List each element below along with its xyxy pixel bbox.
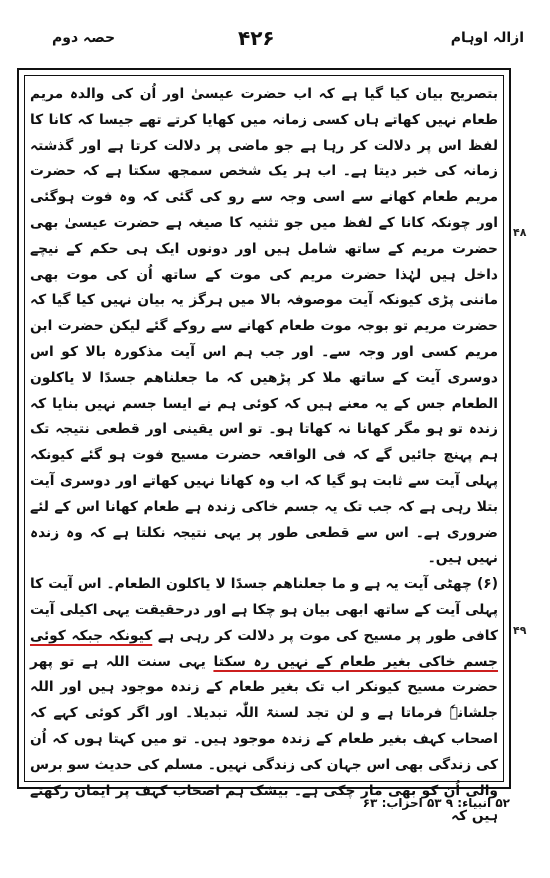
page-header: [0, 26, 550, 70]
margin-note: ۴۹: [513, 624, 527, 637]
margin-note: ۴۸: [513, 226, 527, 239]
paragraph-2: [30, 572, 498, 830]
paragraph-2-end: یہی سنت اللہ ہے تو پھر حضرت مسیح کیونکر اب تک بغیر طعام کے زندہ موجود ہیں اور اللہ جلشانہٗ فرماتا ہے و لن تجد لسنۃ اللّٰہ تبدیلا۔ اور اگر کوئی کہے کہ اصحاب کہف بغیر طعام کے زندہ موجود ہیں۔ تو میں کہتا ہوں کہ اُن کی زندگی بھی اس جہان کی زندگی نہیں۔ مسلم کی حدیث سو برس والی اُن کو بھی مار چکی ہے۔ بیشک ہم اصحاب کہف پر ایمان رکھتے ہیں کہ: [30, 653, 498, 825]
footnote: ۵۲ انبیاء: ۹ ۵۳ احزاب: ۶۳: [362, 796, 510, 810]
book-title: ازالہ اوہام: [450, 30, 524, 46]
page-number: ۴۲۶: [238, 26, 275, 50]
paragraph-2-start: چھٹی آیت یہ ہے و ما جعلناھم جسدًا لا یاکلون الطعام۔ اس آیت کا پہلی آیت کے ساتھ ابھی بیان ہو چکا ہے اور درحقیقت یہی اکیلی آیت کافی طور پر مسیح کی موت پر دلالت کر رہی ہے: [30, 576, 498, 644]
main-text: [30, 82, 498, 830]
paragraph-number: (۶): [476, 576, 498, 593]
paragraph-1: بتصریح بیان کیا گیا ہے کہ اب حضرت عیسیٰ اور اُن کی والدہ مریم طعام نہیں کھاتے ہاں کسی زمانہ میں کھایا کرتے تھے جیسا کہ کانا کا لفظ اس پر دلالت کر رہا ہے جو ماضی پر دلالت کرتا ہے اور گذشتہ زمانہ کی خبر دیتا ہے۔ اب ہر یک شخص سمجھ سکتا ہے کہ حضرت مریم طعام کھانے سے اسی وجہ سے رو کی گئی کہ وہ فوت ہوگئی اور چونکہ کانا کے لفظ میں جو تثنیہ کا صیغہ ہے حضرت عیسیٰ بھی حضرت مریم کے ساتھ شامل ہیں اور دونوں ایک ہی حکم کے نیچے داخل ہیں لہٰذا حضرت مریم کی موت کے ساتھ اُن کی موت بھی ماننی پڑی کیونکہ آیت موصوفہ بالا میں ہرگز یہ بیان نہیں کیا گیا کہ حضرت مریم تو بوجہ موت طعام کھانے سے روکے گئے لیکن حضرت ابن مریم کسی اور وجہ سے۔ اور جب ہم اس آیت مذکورہ بالا کو اس دوسری آیت کے ساتھ ملا کر پڑھیں کہ ما جعلناھم جسدًا لا یاکلون الطعام جس کے یہ معنے ہیں کہ کوئی ہم نے ایسا جسم نہیں بنایا کہ زندہ تو ہو مگر کھانا نہ کھاتا ہو۔ تو اس یقینی اور قطعی نتیجہ تک ہم پہنچ جائیں گے کہ فی الواقعہ حضرت مسیح فوت ہو گئے کیونکہ پہلی آیت سے ثابت ہو گیا کہ اب وہ کھانا نہیں کھاتے اور دوسری آیت بتلا رہی ہے کہ جب تک یہ جسم خاکی زندہ ہے طعام کھانا اس کے لئے ضروری ہے۔ اس سے قطعی طور پر یہی نتیجہ نکلتا ہے کہ وہ زندہ نہیں ہیں۔: [30, 86, 498, 567]
part-label: حصہ دوم: [52, 30, 116, 46]
underlined-phrase: کیونکہ جبکہ کوئی جسم خاکی بغیر طعام کے نہیں رہ سکتا: [30, 627, 499, 670]
